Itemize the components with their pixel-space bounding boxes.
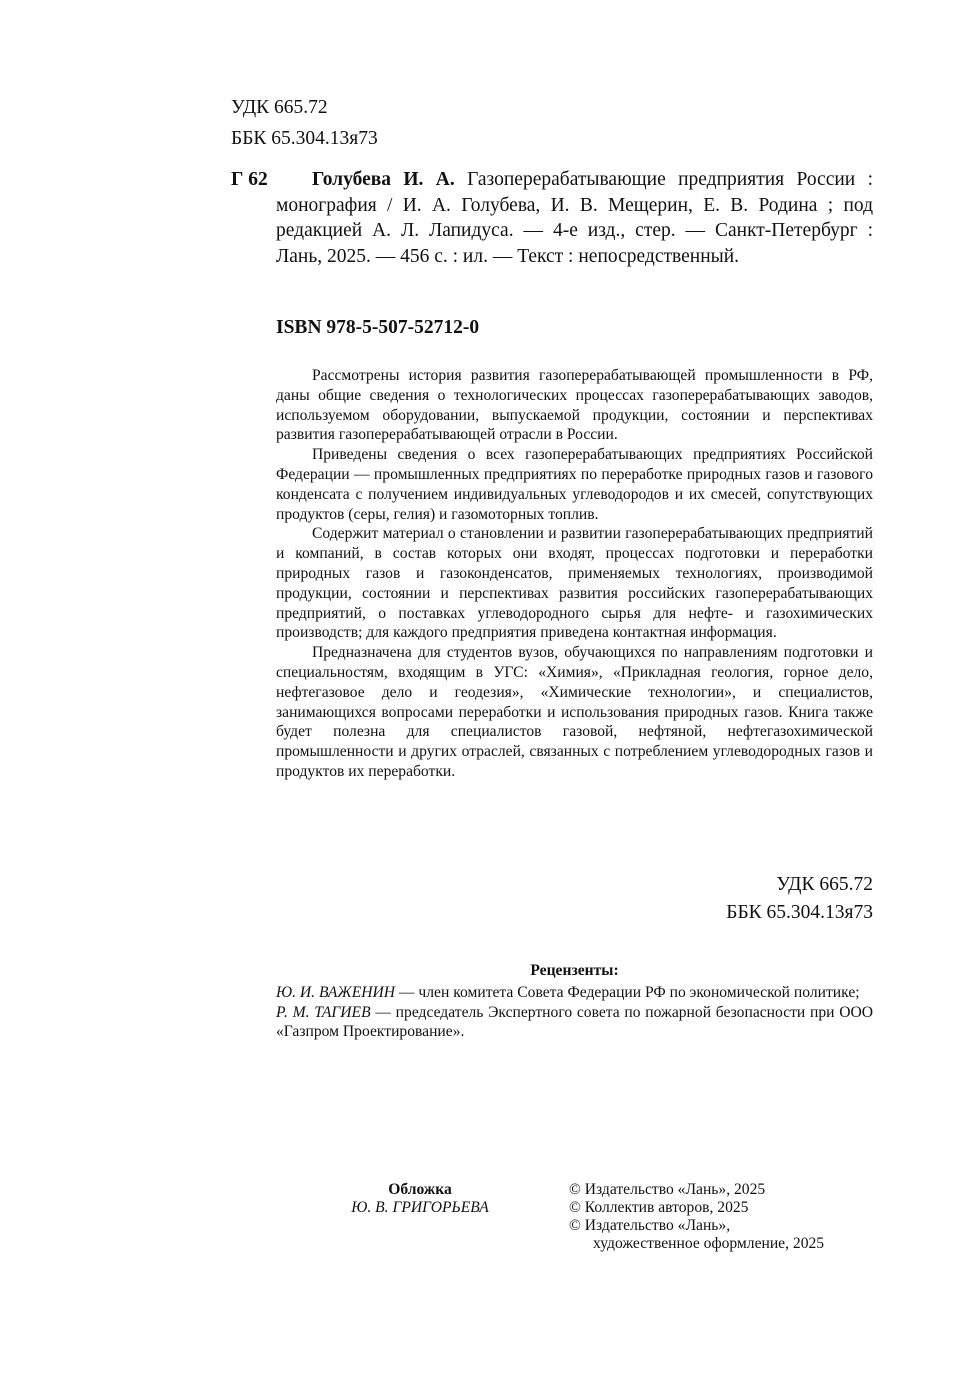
annotation-paragraph: Приведены сведения о всех газоперерабатывающих предприятиях Российской Федерации — промышленных предприятиях по переработке природных газов и газового конденсата с получением индивидуальных углеводородов и их смесей, сопутствующих продуктов (серы, гелия) и газомоторных топлив. — [276, 446, 873, 523]
reviewers-list — [276, 983, 873, 1042]
reviewer — [276, 983, 873, 1003]
bbk-code: ББК 65.304.13я73 — [726, 902, 873, 923]
top-classification-codes — [231, 92, 378, 154]
copyright-line: художественное оформление, 2025 — [593, 1235, 825, 1252]
annotation-paragraph: Рассмотрены история развития газоперерабатывающей промышленности в РФ, даны общие сведения о технологических процессах газоперерабатывающих заводов, используемом оборудовании, выпускаемой продукции, состоянии и перспективах развития газоперерабатывающей отрасли в России. — [276, 367, 873, 444]
copyright-block — [569, 1181, 824, 1253]
author-mark: Г 62 — [231, 169, 268, 190]
annotation — [276, 366, 873, 782]
description-text: Газоперерабатывающие предприятия России : монография / И. А. Голубева, И. В. Мещерин, Е. В. Родина ; под редакцией А. Л. Лапидуса. — 4-е изд., стер. — Санкт-Петербург : Лань, 2025. — 456 с. : ил. — Текст : непосредственный. — [276, 169, 873, 267]
reviewer-name: Р. М. ТАГИЕВ — [276, 1003, 371, 1021]
bibliographic-description — [276, 167, 873, 269]
bottom-classification-codes — [726, 871, 873, 927]
reviewer-role: — председатель Экспертного совета по пожарной безопасности при ООО «Газпром Проектирование». — [276, 1003, 874, 1041]
author-name: Голубева И. А. — [312, 169, 455, 190]
reviewer-name: Ю. И. ВАЖЕНИН — [276, 984, 396, 1001]
copyright-line: © Издательство «Лань», — [569, 1217, 731, 1234]
udk-code: УДК 665.72 — [776, 874, 873, 895]
reviewer-role: — член комитета Совета Федерации РФ по экономической политике; — [395, 984, 860, 1001]
copyright-line: © Коллектив авторов, 2025 — [569, 1199, 749, 1216]
reviewers-heading: Рецензенты: — [530, 962, 619, 979]
annotation-paragraph: Содержит материал о становлении и развитии газоперерабатывающих предприятий и компаний, в состав которых они входят, процессах подготовки и переработки природных газов и газоконденсатов, применяемых технологиях, производимой продукции, состоянии и перспективах развития российских газоперерабатывающих предприятий, о поставках углеводородного сырья для нефте- и газохимических производств; для каждого предприятия приведена контактная информация. — [276, 525, 873, 642]
isbn: ISBN 978-5-507-52712-0 — [276, 317, 480, 338]
reviewer — [276, 1003, 873, 1042]
cover-credit — [330, 1181, 510, 1217]
cover-artist: Ю. В. ГРИГОРЬЕВА — [351, 1199, 489, 1216]
cover-label: Обложка — [388, 1181, 452, 1198]
catalog-entry — [231, 167, 873, 269]
udk-code: УДК 665.72 — [231, 97, 328, 118]
copyright-line: © Издательство «Лань», 2025 — [569, 1181, 766, 1198]
bbk-code: ББК 65.304.13я73 — [231, 128, 378, 149]
annotation-paragraph: Предназначена для студентов вузов, обучающихся по направлениям подготовки и специальностям, входящим в УГС: «Химия», «Прикладная геология, горное дело, нефтегазовое дело и геодезия», «Химические технологии», и специалистов, занимающихся вопросами переработки и использования природных газов. Книга также будет полезна для специалистов газовой, нефтяной, нефтегазохимической промышленности и других отраслей, связанных с потреблением углеводородных газов и продуктов их переработки. — [276, 644, 873, 780]
